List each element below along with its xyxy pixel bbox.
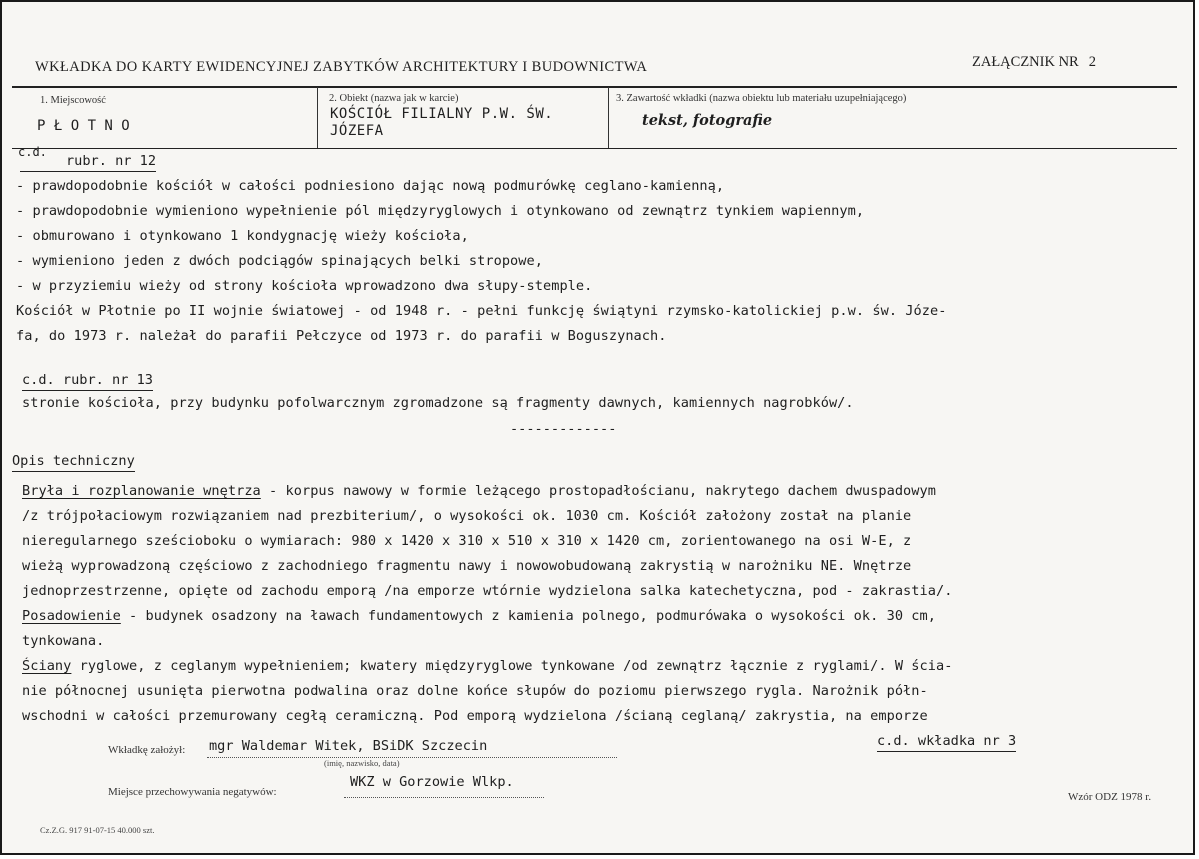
header-rule [12, 86, 1177, 88]
attachment-number-value: 2 [1088, 54, 1096, 70]
text-line: wschodni w całości przemurowany cegłą ceramiczną. Pod emporą wydzielona /ścianą ceglaną/ zakrystia, na emporze [22, 708, 928, 724]
subsection-heading-walls: Ściany [22, 658, 72, 674]
form-title: WKŁADKA DO KARTY EWIDENCYJNEJ ZABYTKÓW ARCHITEKTURY I BUDOWNICTWA [35, 59, 648, 75]
continuation-mark: c.d. [18, 145, 47, 159]
negatives-dotted-line [344, 797, 544, 798]
text-line: fa, do 1973 r. należał do parafii Pełczyce od 1973 r. do parafii w Boguszynach. [16, 328, 667, 344]
text-line [22, 658, 952, 674]
negatives-location-value: WKZ w Gorzowie Wlkp. [350, 774, 514, 790]
created-by-dotted-line [207, 757, 617, 758]
object-value-line2: JÓZEFA [330, 123, 384, 139]
section-heading-rubr-13: c.d. rubr. nr 13 [22, 372, 153, 391]
attachment-number [972, 54, 1096, 71]
section-heading-rubr-12-text: rubr. nr 12 [66, 153, 157, 169]
field-divider-1 [317, 87, 318, 149]
text-line: stronie kościoła, przy budynku pofolwarcznym zgromadzone są fragmenty dawnych, kamiennych nagrobków/. [22, 395, 854, 411]
created-by-hint: (imię, nazwisko, data) [324, 758, 400, 768]
subsection-heading-massing: Bryła i rozplanowanie wnętrza [22, 483, 261, 499]
text-line-content: - budynek osadzony na ławach fundamentowych z kamienia polnego, podmurówaka o wysokości ok. 30 cm, [120, 608, 936, 624]
text-line: - wymieniono jeden z dwóch podciągów spinających belki stropowe, [16, 253, 543, 269]
print-info: Cz.Z.G. 917 91-07-15 40.000 szt. [40, 825, 155, 835]
text-line: nieregularnego sześcioboku o wymiarach: 980 x 1420 x 310 x 510 x 310 x 1420 cm, zorientowanego na osi W-E, z [22, 533, 912, 549]
text-line: - prawdopodobnie wymieniono wypełnienie pól międzyryglowych i otynkowano od zewnątrz tynkiem wapiennym, [16, 203, 865, 219]
text-line [22, 483, 936, 499]
separator-line: ------------- [510, 421, 617, 437]
locality-value: P Ł O T N O [37, 118, 130, 134]
contents-value: tekst, fotografie [642, 112, 773, 129]
negatives-location-label: Miejsce przechowywania negatywów: [108, 786, 277, 798]
subsection-heading-foundation: Posadowienie [22, 608, 121, 624]
field-divider-2 [608, 87, 609, 149]
fields-rule [12, 148, 1177, 149]
continued-on-insert: c.d. wkładka nr 3 [877, 733, 1016, 752]
text-line: wieżą wyprowadzoną częściowo z zachodniego fragmentu nawy i nowowobudowaną zakrystią w narożniku NE. Wnętrze [22, 558, 912, 574]
attachment-label: ZAŁĄCZNIK NR [972, 54, 1079, 70]
locality-label: 1. Miejscowość [40, 95, 106, 106]
contents-label: 3. Zawartość wkładki (nazwa obiektu lub materiału uzupełniającego) [616, 93, 907, 104]
form-model: Wzór ODZ 1978 r. [1068, 791, 1152, 803]
created-by-label: Wkładkę założył: [108, 744, 186, 756]
object-value-line1: KOŚCIÓŁ FILIALNY P.W. ŚW. [330, 106, 554, 122]
text-line: /z trójpołaciowym rozwiązaniem nad prezbiterium/, o wysokości ok. 1030 cm. Kościół założony został na planie [22, 508, 912, 524]
technical-description-heading: Opis techniczny [12, 453, 135, 472]
text-line: - prawdopodobnie kościół w całości podniesiono dając nową podmurówkę ceglano-kamienną, [16, 178, 725, 194]
text-line-content: ryglowe, z ceglanym wypełnieniem; kwatery międzyryglowe tynkowane /od zewnątrz łącznie z ryglami/. W ścia- [71, 658, 953, 674]
text-line [22, 608, 936, 624]
section-heading-rubr-12 [20, 153, 156, 172]
text-line: tynkowana. [22, 633, 105, 649]
created-by-value: mgr Waldemar Witek, BSiDK Szczecin [209, 738, 488, 754]
text-line: nie północnej usunięta pierwotna podwalina oraz dolne końce słupów do poziomu pierwszego rygla. Narożnik półn- [22, 683, 928, 699]
text-line-content: - korpus nawowy w formie leżącego prostopadłościanu, nakrytego dachem dwuspadowym [260, 483, 936, 499]
text-line: Kościół w Płotnie po II wojnie światowej - od 1948 r. - pełni funkcję świątyni rzymsko-katolickiej p.w. św. Józe- [16, 303, 947, 319]
text-line: jednoprzestrzenne, opięte od zachodu emporą /na emporze wtórnie wydzielona salka katechetyczna, pod - zakrastia/. [22, 583, 953, 599]
text-line: - obmurowano i otynkowano 1 kondygnację wieży kościoła, [16, 228, 469, 244]
object-label: 2. Obiekt (nazwa jak w karcie) [329, 93, 459, 104]
text-line: - w przyziemiu wieży od strony kościoła wprowadzono dwa słupy-stemple. [16, 278, 593, 294]
